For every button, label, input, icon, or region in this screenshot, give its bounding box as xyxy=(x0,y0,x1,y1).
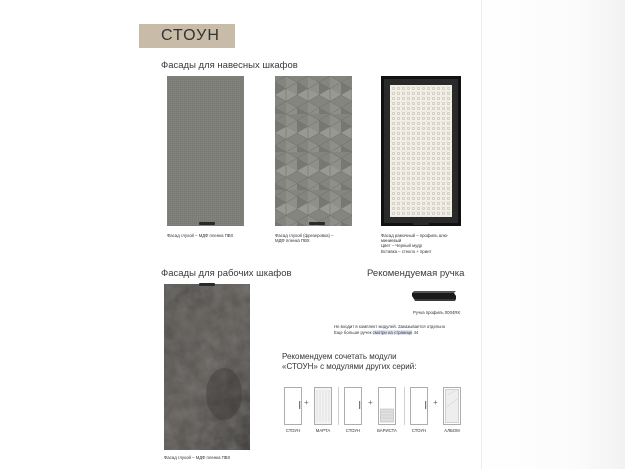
plus-icon: + xyxy=(433,398,438,407)
wall-facades-heading: Фасады для навесных шкафов xyxy=(161,60,298,71)
module-label: БАРИСТА xyxy=(377,428,397,433)
more-handles-text: Еще больше ручек xyxy=(334,330,372,335)
module-label: СТОУН xyxy=(285,428,301,433)
module-barista xyxy=(378,387,396,425)
panel-handle xyxy=(309,222,325,225)
page-edge-shadow xyxy=(475,0,625,469)
handle-note-separately: Не входит в комплект модулей. Заказывается отдельно xyxy=(334,324,446,329)
combine-line: «СТОУН» с модулями других серий: xyxy=(282,362,417,371)
caption-line: Вставка – стекло + принт xyxy=(381,248,432,254)
facade-concrete-caption xyxy=(164,455,230,460)
recommended-handle-heading: Рекомендуемая ручка xyxy=(367,268,465,279)
facade-framed-glass xyxy=(381,76,461,226)
combine-line: Рекомендуем сочетать модули xyxy=(282,352,397,361)
module-label: АЛБОМ xyxy=(444,428,460,433)
caption-line: Фасад глухой (фрезеровка) – xyxy=(275,233,334,238)
module-label: СТОУН xyxy=(345,428,361,433)
module-albom xyxy=(443,387,461,425)
facade-concrete xyxy=(164,284,250,450)
module-marta xyxy=(314,387,332,425)
facade-plain-caption xyxy=(167,233,233,238)
base-facades-heading: Фасады для рабочих шкафов xyxy=(161,268,292,279)
module-stone-2 xyxy=(344,387,362,425)
module-stone-1 xyxy=(284,387,302,425)
handle-profile-icon xyxy=(408,289,460,305)
module-separator xyxy=(404,387,405,425)
caption-line: Фасад глухой – МДФ пленка ПВХ xyxy=(167,233,234,238)
page-number: 44 xyxy=(413,330,419,335)
combine-text xyxy=(282,352,416,372)
caption-line: МДФ пленка ПВХ xyxy=(275,238,310,244)
module-label: МАРТА xyxy=(315,428,331,433)
collection-title-box xyxy=(139,24,235,48)
handle-note-more xyxy=(334,330,418,336)
facade-milled-cubes xyxy=(275,76,352,226)
handle-label: Ручка профиль 0004RK xyxy=(413,310,461,315)
panel-handle xyxy=(199,283,215,286)
facade-milled-caption xyxy=(275,233,334,243)
caption-line: Фасад глухой – МДФ пленка ПВХ xyxy=(164,455,231,460)
facade-framed-caption xyxy=(381,233,448,254)
see-page-link[interactable]: смотри на странице xyxy=(372,330,413,335)
facade-plain-gray xyxy=(167,76,244,226)
plus-icon: + xyxy=(304,398,309,407)
module-stone-3 xyxy=(410,387,428,425)
caption-line: Цвет – Черный мудр xyxy=(381,243,423,249)
panel-handle xyxy=(199,222,215,225)
module-label: СТОУН xyxy=(411,428,427,433)
caption-line: Фасад рамочный – профиль алю- xyxy=(381,233,449,238)
panel-handle xyxy=(413,222,429,225)
page-fold-line xyxy=(481,0,482,469)
plus-icon: + xyxy=(368,398,373,407)
module-separator xyxy=(338,387,339,425)
caption-line: миниевый xyxy=(381,238,402,244)
collection-title: СТОУН xyxy=(161,27,220,44)
